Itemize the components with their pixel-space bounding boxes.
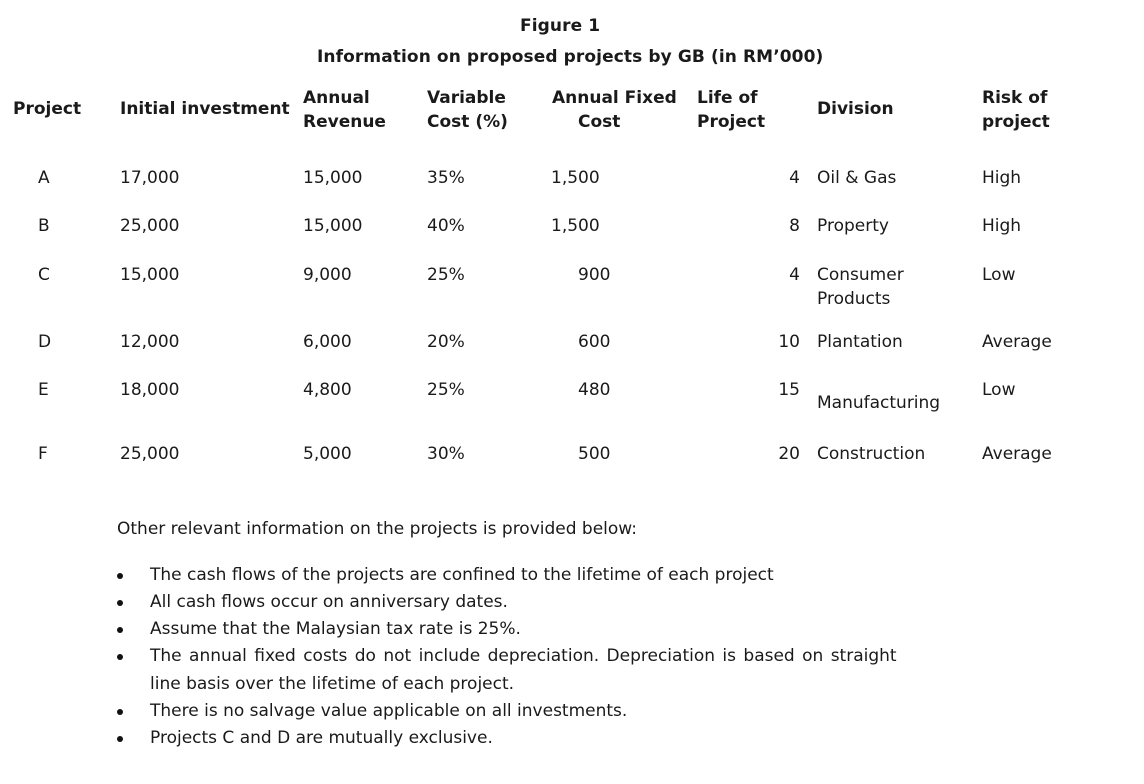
cell-fixed-cost: 480 (578, 380, 611, 400)
cell-revenue: 5,000 (303, 444, 352, 464)
cell-project: F (38, 444, 48, 464)
cell-division: Plantation (817, 332, 903, 352)
list-item: The cash flows of the projects are confined to the lifetime of each project (150, 565, 774, 585)
header-initial-investment: Initial investment (120, 99, 290, 119)
cell-division: Consumer (817, 265, 904, 285)
bullet-icon (117, 736, 123, 742)
cell-risk: Average (982, 332, 1052, 352)
cell-risk: High (982, 168, 1022, 188)
bullet-icon (117, 573, 123, 579)
cell-risk: Low (982, 265, 1016, 285)
header-variable-cost-line2: Cost (%) (427, 112, 508, 132)
cell-risk: Average (982, 444, 1052, 464)
cell-investment: 12,000 (120, 332, 180, 352)
cell-fixed-cost: 500 (578, 444, 611, 464)
cell-variable-cost: 20% (427, 332, 465, 352)
cell-revenue: 4,800 (303, 380, 352, 400)
cell-project: D (38, 332, 52, 352)
cell-investment: 18,000 (120, 380, 180, 400)
list-item: There is no salvage value applicable on all investments. (150, 701, 628, 721)
cell-project: C (38, 265, 50, 285)
cell-division-line2: Products (817, 289, 891, 309)
header-life-line1: Life of (697, 88, 758, 108)
bullet-icon (117, 654, 123, 660)
cell-investment: 25,000 (120, 216, 180, 236)
notes-intro: Other relevant information on the projects is provided below: (117, 519, 638, 539)
header-division: Division (817, 99, 894, 119)
list-item: All cash flows occur on anniversary dates. (150, 592, 508, 612)
bullet-icon (117, 600, 123, 606)
figure-caption: Information on proposed projects by GB (in RM’000) (317, 47, 824, 67)
cell-variable-cost: 25% (427, 265, 465, 285)
cell-variable-cost: 40% (427, 216, 465, 236)
header-life-line2: Project (697, 112, 766, 132)
cell-project: A (38, 168, 50, 188)
header-variable-cost-line1: Variable (427, 88, 506, 108)
cell-fixed-cost: 1,500 (551, 216, 600, 236)
figure-label: Figure 1 (520, 16, 601, 36)
header-annual-revenue-line1: Annual (303, 88, 370, 108)
cell-revenue: 15,000 (303, 168, 363, 188)
cell-variable-cost: 30% (427, 444, 465, 464)
header-project: Project (13, 99, 82, 119)
cell-fixed-cost: 900 (578, 265, 611, 285)
cell-revenue: 6,000 (303, 332, 352, 352)
cell-risk: Low (982, 380, 1016, 400)
cell-life: 4 (789, 265, 800, 285)
header-annual-revenue-line2: Revenue (303, 112, 386, 132)
cell-project: E (38, 380, 49, 400)
header-risk-line2: project (982, 112, 1050, 132)
cell-life: 4 (789, 168, 800, 188)
cell-division: Property (817, 216, 889, 236)
cell-project: B (38, 216, 50, 236)
cell-variable-cost: 25% (427, 380, 465, 400)
list-item: The annual fixed costs do not include depreciation. Depreciation is based on straight (150, 646, 897, 666)
cell-investment: 15,000 (120, 265, 180, 285)
cell-variable-cost: 35% (427, 168, 465, 188)
cell-fixed-cost: 1,500 (551, 168, 600, 188)
cell-life: 20 (778, 444, 800, 464)
cell-investment: 25,000 (120, 444, 180, 464)
header-risk-line1: Risk of (982, 88, 1048, 108)
header-fixed-cost-line2: Cost (578, 112, 621, 132)
cell-risk: High (982, 216, 1022, 236)
cell-investment: 17,000 (120, 168, 180, 188)
cell-fixed-cost: 600 (578, 332, 611, 352)
cell-life: 8 (789, 216, 800, 236)
list-item: Projects C and D are mutually exclusive. (150, 728, 493, 748)
cell-revenue: 9,000 (303, 265, 352, 285)
list-item: Assume that the Malaysian tax rate is 25%. (150, 619, 521, 639)
bullet-icon (117, 627, 123, 633)
list-item-continuation: line basis over the lifetime of each project. (150, 674, 515, 694)
cell-division: Oil & Gas (817, 168, 897, 188)
bullet-icon (117, 709, 123, 715)
header-fixed-cost-line1: Annual Fixed (552, 88, 677, 108)
cell-life: 15 (778, 380, 800, 400)
cell-division: Manufacturing (817, 393, 941, 413)
cell-life: 10 (778, 332, 800, 352)
cell-revenue: 15,000 (303, 216, 363, 236)
cell-division: Construction (817, 444, 926, 464)
